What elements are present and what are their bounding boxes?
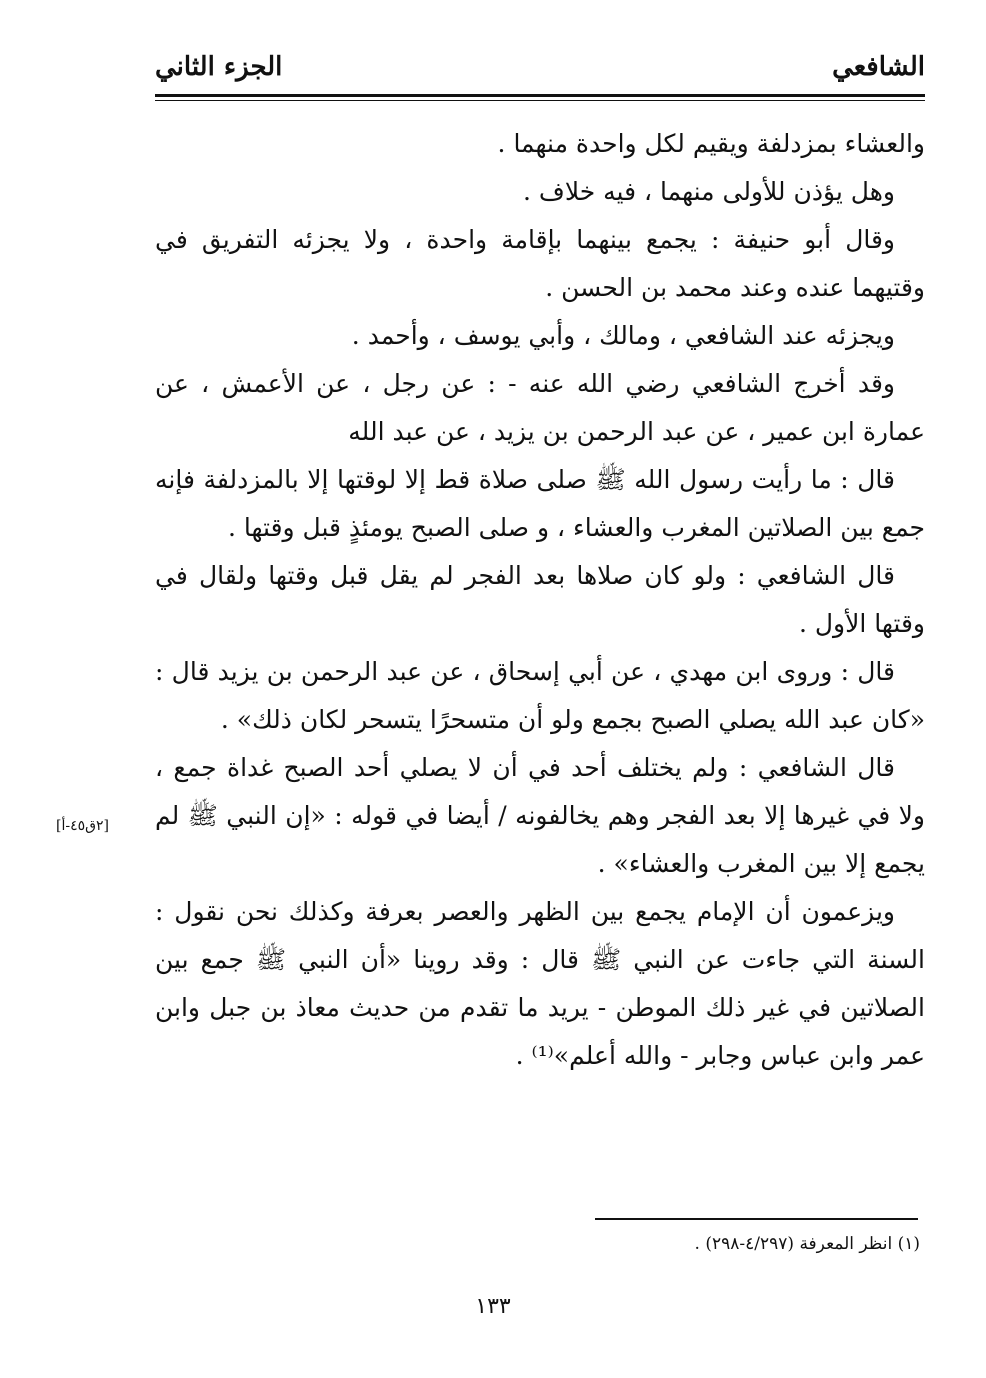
paragraph: قال : ما رأيت رسول الله ﷺ صلى صلاة قط إلا لوقتها إلا بالمزدلفة فإنه جمع بين الصلاتين المغرب والعشاء ، و صلى الصبح يومئذٍ قبل وقتها .	[155, 465, 925, 542]
paragraph: قال الشافعي : ولم يختلف أحد في أن لا يصلي أحد الصبح غداة جمع ، ولا في غيرها إلا بعد الفجر وهم يخالفونه / أيضا في قوله : «إن النبي ﷺ لم يجمع إلا بين المغرب والعشاء» .	[155, 753, 925, 878]
paragraph: قال الشافعي : ولو كان صلاها بعد الفجر لم يقل قبل وقتها ولقال في وقتها الأول .	[155, 561, 925, 638]
paragraph: وقال أبو حنيفة : يجمع بينهما بإقامة واحدة ، ولا يجزئه التفريق في وقتيهما عنده وعند محمد بن الحسن .	[155, 225, 925, 302]
main-text	[155, 120, 925, 1080]
paragraph: ويزعمون أن الإمام يجمع بين الظهر والعصر بعرفة وكذلك نحن نقول : السنة التي جاءت عن النبي ﷺ قال : وقد روينا «أن النبي ﷺ جمع بين الصلاتين في غير ذلك الموطن - يريد ما تقدم من حديث معاذ بن جبل وابن عمر وابن عباس وجابر - والله أعلم»⁽¹⁾ .	[155, 897, 925, 1070]
header-volume-title: الجزء الثاني	[155, 52, 283, 82]
header-rule-thick	[155, 94, 925, 97]
footnote: (١) انظر المعرفة (٤/٢٩٧-٢٩٨) .	[694, 1234, 920, 1254]
header-book-title: الشافعي	[832, 52, 925, 82]
page-number: ١٣٣	[475, 1294, 511, 1319]
paragraph: قال : وروى ابن مهدي ، عن أبي إسحاق ، عن عبد الرحمن بن يزيد قال : «كان عبد الله يصلي الصبح بجمع ولو أن متسحرًا يتسحر لكان ذلك» .	[155, 657, 925, 734]
header-rule-thin	[155, 100, 925, 101]
manuscript-folio-note: [٢ق٤٥-أ]	[56, 818, 110, 834]
paragraph: وهل يؤذن للأولى منهما ، فيه خلاف .	[523, 177, 895, 206]
paragraph: وقد أخرج الشافعي رضي الله عنه - : عن رجل ، عن الأعمش ، عن عمارة ابن عمير ، عن عبد الرحمن بن يزيد ، عن عبد الله	[155, 369, 925, 446]
footnote-separator	[595, 1218, 918, 1220]
running-header	[155, 40, 925, 96]
paragraph: والعشاء بمزدلفة ويقيم لكل واحدة منهما .	[497, 129, 925, 158]
paragraph: ويجزئه عند الشافعي ، ومالك ، وأبي يوسف ، وأحمد .	[351, 321, 895, 350]
